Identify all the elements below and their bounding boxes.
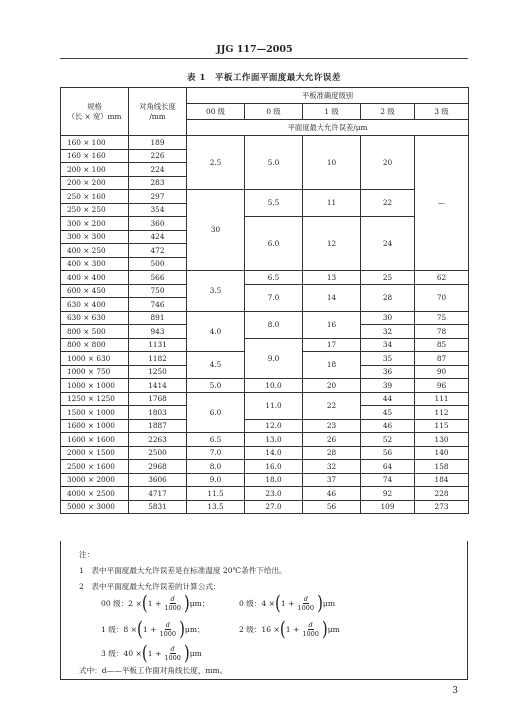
table-cell: 746 [129,298,187,312]
table-cell: 6.5 [187,433,245,447]
header-spec: 规格 （长 × 宽）mm [61,88,129,136]
table-cell: 9.0 [187,473,245,487]
table-cell: 6.5 [245,271,303,285]
table-cell: 78 [415,325,469,339]
table-cell: 160 × 100 [61,136,129,150]
table-cell: 37 [303,473,361,487]
table-cell: 28 [361,284,415,311]
table-cell: 400 × 300 [61,257,129,271]
table-cell: 16.0 [245,460,303,474]
table-cell: 226 [129,149,187,163]
table-cell: 354 [129,203,187,217]
table-cell: 18.0 [245,473,303,487]
table-cell: 22 [303,392,361,419]
table-cell: 566 [129,271,187,285]
table-cell: — [415,136,469,271]
table-cell: 17 [303,338,361,352]
table-cell: 189 [129,136,187,150]
table-cell: 13.0 [245,433,303,447]
note-1: 1 表中平面度最大允许误差是在标准温度 20℃条件下给出。 [79,566,287,575]
table-cell: 1000 × 630 [61,352,129,366]
table-cell: 250 × 160 [61,190,129,204]
running-header: JJG 117—2005 [216,44,293,55]
table-cell: 1803 [129,406,187,420]
table-cell: 87 [415,352,469,366]
table-cell: 11.5 [187,487,245,501]
header-diagonal: 对角线长度 /mm [129,88,187,136]
table-cell: 600 × 450 [61,284,129,298]
table-cell: 1600 × 1600 [61,433,129,447]
table-cell: 56 [303,500,361,514]
table-cell: 283 [129,176,187,190]
table-cell: 273 [415,500,469,514]
table-cell: 11.0 [245,392,303,419]
table-cell: 2263 [129,433,187,447]
table-cell: 2968 [129,460,187,474]
table-cell: 14.0 [245,446,303,460]
table-cell: 750 [129,284,187,298]
table-cell: 140 [415,446,469,460]
table-cell: 24 [361,217,415,271]
table-cell: 46 [361,419,415,433]
table-cell: 300 × 300 [61,230,129,244]
table-cell: 23.0 [245,487,303,501]
table-cell: 160 × 160 [61,149,129,163]
table-notes [60,541,468,680]
formula-where: 式中：d——平板工作面对角线长度，mm。 [79,666,228,675]
table-cell: 4000 × 2500 [61,487,129,501]
table-cell: 23 [303,419,361,433]
table-cell: 1414 [129,379,187,393]
table-cell: 12 [303,217,361,271]
table-cell: 4.5 [187,352,245,379]
table-cell: 400 × 250 [61,244,129,258]
table-cell: 3606 [129,473,187,487]
table-cell: 6.0 [187,392,245,433]
formula-grade-00: 00 级：2 × ( 1 + $\frac{d}{1000}$ ) μm； [101,591,210,615]
fraction: $\frac{d}{1000}$ [159,621,177,638]
table-cell: 3.5 [187,271,245,312]
page-number: 3 [452,686,458,696]
table-cell: 2500 × 1600 [61,460,129,474]
table-cell: 75 [415,311,469,325]
table-cell: 1000 × 750 [61,365,129,379]
fraction: $\frac{d}{1000}$ [164,595,181,612]
table-cell: 109 [361,500,415,514]
table-cell: 200 × 200 [61,176,129,190]
table-cell: 6.0 [245,217,303,271]
table-cell: 130 [415,433,469,447]
table-cell: 32 [361,325,415,339]
table-cell: 4717 [129,487,187,501]
table-cell: 184 [415,473,469,487]
table-cell: 13 [303,271,361,285]
table-cell: 74 [361,473,415,487]
table-cell: 7.0 [187,446,245,460]
table-cell: 2500 [129,446,187,460]
table-cell: 35 [361,352,415,366]
table-cell: 5831 [129,500,187,514]
table-cell: 630 × 630 [61,311,129,325]
table-cell: 500 [129,257,187,271]
table-cell: 62 [415,271,469,285]
header-unit: 平面度最大允许误差/μm [187,120,469,136]
notes-label: 注： [79,550,95,559]
header-grade-group: 平板准确度级别 [187,88,469,104]
table-cell: 943 [129,325,187,339]
fraction: $\frac{d}{1000}$ [297,595,315,612]
fraction: $\frac{d}{1000}$ [302,621,319,638]
table-cell: 14 [303,284,361,311]
table-cell: 800 × 800 [61,338,129,352]
table-cell: 85 [415,338,469,352]
table-cell: 56 [361,446,415,460]
table-cell: 11 [303,190,361,217]
table-cell: 16 [303,311,361,338]
table-cell: 115 [415,419,469,433]
table-cell: 5000 × 3000 [61,500,129,514]
table-cell: 112 [415,406,469,420]
table-cell: 5.0 [187,379,245,393]
fraction: $\frac{d}{1000}$ [164,645,181,662]
header-grade-2: 2 级 [361,104,415,120]
header-rule [60,58,468,59]
table-cell: 8.0 [187,460,245,474]
table-cell: 800 × 500 [61,325,129,339]
table-cell: 90 [415,365,469,379]
table-cell: 1887 [129,419,187,433]
table-cell: 12.0 [245,419,303,433]
table-cell: 25 [361,271,415,285]
table-cell: 30 [361,311,415,325]
table-cell: 1000 × 1000 [61,379,129,393]
table-cell: 297 [129,190,187,204]
table-cell: 44 [361,392,415,406]
table-cell: 8.0 [245,311,303,338]
table-cell: 200 × 100 [61,163,129,177]
table-cell: 891 [129,311,187,325]
flatness-table [60,87,468,541]
table-cell: 46 [303,487,361,501]
table-cell: 28 [303,446,361,460]
table-cell: 92 [361,487,415,501]
table-cell: 26 [303,433,361,447]
table-cell: 32 [303,460,361,474]
table-cell: 1600 × 1000 [61,419,129,433]
table-cell: 5.0 [245,136,303,190]
table-cell: 70 [415,284,469,311]
table-cell: 7.0 [245,284,303,311]
table-cell: 630 × 400 [61,298,129,312]
table-caption: 表 1 平板工作面平面度最大允许误差 [187,73,341,83]
formula-grade-3: 3 级：40 × ( 1 + $\frac{d}{1000}$ ) μm [101,641,202,665]
table-cell: 52 [361,433,415,447]
table-cell: 400 × 400 [61,271,129,285]
table-cell: 1250 [129,365,187,379]
table-cell: 3000 × 2000 [61,473,129,487]
header-grade-00: 00 级 [187,104,245,120]
table-cell: 10.0 [245,379,303,393]
table-cell: 22 [361,190,415,217]
table-cell: 1131 [129,338,187,352]
table-cell: 45 [361,406,415,420]
table-cell: 13.5 [187,500,245,514]
table-cell: 158 [415,460,469,474]
table-cell: 27.0 [245,500,303,514]
table-cell: 96 [415,379,469,393]
table-cell: 111 [415,392,469,406]
table-cell: 5.5 [245,190,303,217]
table-cell: 20 [303,379,361,393]
table-cell: 39 [361,379,415,393]
table-cell: 250 × 250 [61,203,129,217]
table-cell: 30 [187,190,245,271]
table-cell: 34 [361,338,415,352]
note-2: 2 表中平面度最大允许误差的计算公式： [79,582,221,591]
table-cell: 360 [129,217,187,231]
table-cell: 1500 × 1000 [61,406,129,420]
table-cell: 224 [129,163,187,177]
table-cell: 1182 [129,352,187,366]
table-cell: 4.0 [187,311,245,352]
header-grade-0: 0 级 [245,104,303,120]
formula-grade-2: 2 级：16 × ( 1 + $\frac{d}{1000}$ ) μm [239,617,340,641]
header-grade-3: 3 级 [415,104,469,120]
table-cell: 300 × 200 [61,217,129,231]
table-cell: 64 [361,460,415,474]
table-cell: 2000 × 1500 [61,446,129,460]
table-cell: 10 [303,136,361,190]
table-cell: 1250 × 1250 [61,392,129,406]
table-cell: 228 [415,487,469,501]
table-cell: 20 [361,136,415,190]
table-cell: 472 [129,244,187,258]
table-cell: 424 [129,230,187,244]
table-cell: 2.5 [187,136,245,190]
table-cell: 9.0 [245,338,303,379]
table-cell: 36 [361,365,415,379]
header-grade-1: 1 级 [303,104,361,120]
table-cell: 1768 [129,392,187,406]
formula-grade-0: 0 级：4 × ( 1 + $\frac{d}{1000}$ ) μm [239,591,336,615]
formula-grade-1: 1 级：8 × ( 1 + $\frac{d}{1000}$ ) μm； [101,617,205,641]
table-cell: 18 [303,352,361,379]
